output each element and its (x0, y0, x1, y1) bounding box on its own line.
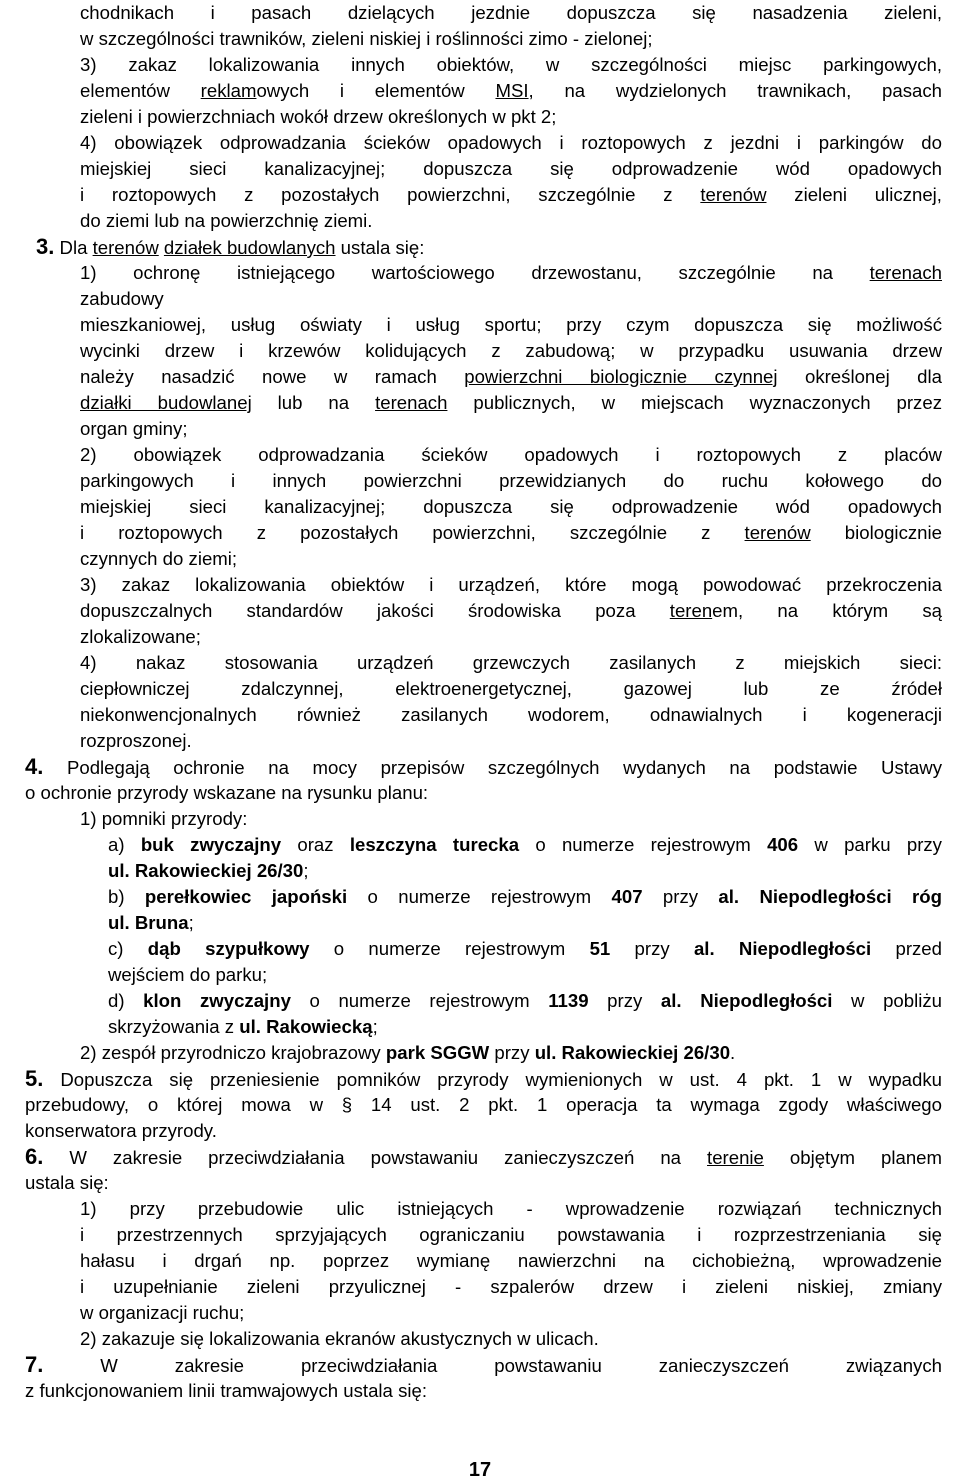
text-segment: 3) zakaz lokalizowania innych obiektów, w szczególności miejsc parkingowych, (80, 54, 942, 75)
text-segment: miejskiej sieci kanalizacyjnej; dopuszcza się odprowadzenie wód opadowych (80, 158, 942, 179)
text-segment: organ gminy; (80, 418, 188, 439)
text-segment: wejściem do parku; (108, 964, 268, 985)
defined-term: MSI (495, 80, 529, 101)
text-segment: o ochronie przyrody wskazane na rysunku planu: (25, 782, 429, 803)
text-segment: biologicznie (810, 522, 942, 543)
text-segment: chodnikach i pasach dzielących jezdnie dopuszcza się nasadzenia zieleni, (80, 2, 942, 23)
text-line (80, 624, 942, 650)
text-line (25, 1170, 942, 1196)
text-segment: ul. Rakowieckiej 26/30 (108, 860, 304, 881)
text-line (108, 962, 942, 988)
text-segment: 2) obowiązek odprowadzania ścieków opadowych i roztopowych z placów (80, 444, 942, 465)
defined-term: działek budowlanych (163, 237, 336, 258)
text-line (80, 156, 942, 182)
text-segment: określonej dla (777, 366, 942, 387)
text-segment: W zakresie przeciwdziałania powstawaniu zanieczyszczeń związanych (43, 1355, 942, 1376)
text-segment: zabudowy (80, 288, 164, 309)
text-line (80, 442, 942, 468)
text-line (25, 1118, 942, 1144)
text-segment: w pobliżu (832, 990, 943, 1011)
text-line (25, 780, 942, 806)
text-segment: przed (871, 938, 942, 959)
text-segment: al. Niepodległości (693, 938, 872, 959)
text-segment: c) (108, 938, 148, 959)
text-segment: 2) zakazuje się lokalizowania ekranów akustycznych w ulicach. (80, 1328, 599, 1349)
defined-term: terenów (744, 522, 811, 543)
text-segment: Dopuszcza się przeniesienie pomników przyrody wymienionych w ust. 4 pkt. 1 w wypadku (43, 1069, 942, 1090)
text-segment: 1139 (548, 990, 589, 1011)
text-segment: al. Niepodległości (660, 990, 833, 1011)
text-segment: b) (108, 886, 145, 907)
text-segment: o numerze rejestrowym (347, 886, 612, 907)
text-line (80, 1274, 942, 1300)
text-segment: w szczególności trawników, zieleni niskiej i roślinności zimo - zielonej; (80, 28, 653, 49)
defined-term: terenach (869, 262, 942, 283)
text-segment: ; (372, 1016, 378, 1037)
defined-term: terenach (375, 392, 448, 413)
text-segment: przy (610, 938, 694, 959)
text-line (80, 572, 942, 598)
text-segment: i roztopowych z pozostałych powierzchni, szczególnie z (80, 184, 701, 205)
text-segment: i uzupełnianie zieleni przyulicznej - szpalerów drzew i zieleni niskiej, zmiany (80, 1276, 942, 1297)
text-segment: rozproszonej. (80, 730, 192, 751)
text-segment: skrzyżowania z (108, 1016, 240, 1037)
text-line (80, 1196, 942, 1222)
text-line (80, 338, 942, 364)
text-segment: wycinki drzew i krzewów kolidujących z zabudową; w przypadku usuwania drzew (80, 340, 942, 361)
text-segment: ul. Rakowieckiej 26/30 (534, 1042, 731, 1063)
text-segment: niekonwencjonalnych również zasilanych wodorem, odnawialnych i kogeneracji (80, 704, 942, 725)
text-segment: klon zwyczajny (143, 990, 291, 1011)
text-segment: 407 (611, 886, 643, 907)
text-segment: należy nasadzić nowe w ramach (80, 366, 465, 387)
text-segment: W zakresie przeciwdziałania powstawaniu zanieczyszczeń na (43, 1147, 708, 1168)
text-line (36, 234, 942, 260)
section-number: 4. (25, 754, 44, 779)
text-segment: objętym planem (763, 1147, 942, 1168)
text-line (80, 1326, 942, 1352)
text-segment: 1) ochronę istniejącego wartościowego drzewostanu, szczególnie na (80, 262, 870, 283)
text-segment: a) (108, 834, 141, 855)
section-number: 3. (36, 234, 55, 259)
text-segment: w parku przy (798, 834, 942, 855)
text-segment: przy (588, 990, 661, 1011)
text-line (80, 650, 942, 676)
text-segment: Podlegają ochronie na mocy przepisów szczególnych wydanych na podstawie Ustawy (43, 757, 942, 778)
text-line (80, 78, 942, 104)
text-segment: 2) zespół przyrodniczo krajobrazowy (80, 1042, 386, 1063)
text-line (108, 832, 942, 858)
text-segment: przy (642, 886, 719, 907)
text-segment: elementów (80, 80, 201, 101)
text-line (25, 1066, 942, 1092)
text-segment: ciepłowniczej zdalczynnej, elektroenergetycznej, gazowej lub ze źródeł (80, 678, 942, 699)
defined-term: działki budowlanej (80, 392, 252, 413)
text-segment: konserwatora przyrody. (25, 1120, 217, 1141)
text-segment: ustala się: (335, 237, 425, 258)
text-segment: , na wydzielonych trawnikach, pasach (528, 80, 942, 101)
text-segment: d) (108, 990, 144, 1011)
text-segment: z funkcjonowaniem linii tramwajowych ustala się: (25, 1380, 427, 1401)
text-line (80, 806, 942, 832)
text-segment: dąb szypułkowy (147, 938, 310, 959)
text-segment: oraz (281, 834, 350, 855)
text-line (80, 1248, 942, 1274)
text-segment: ul. Rakowiecką (239, 1016, 373, 1037)
section-number: 7. (25, 1352, 44, 1377)
text-line (80, 494, 942, 520)
text-segment: i roztopowych z pozostałych powierzchni, szczególnie z (80, 522, 745, 543)
text-line (25, 1092, 942, 1118)
text-segment: 3) zakaz lokalizowania obiektów i urządzeń, które mogą powodować przekroczenia (80, 574, 942, 595)
text-segment: hałasu i drgań np. poprzez wymianę nawierzchni na cichobieżną, wprowadzenie (80, 1250, 942, 1271)
text-line (80, 312, 942, 338)
text-segment: zlokalizowane; (80, 626, 201, 647)
text-line (80, 26, 942, 52)
text-segment: parkingowych i innych powierzchni przewidzianych do ruchu kołowego do (80, 470, 942, 491)
text-line (108, 1014, 942, 1040)
text-line (80, 676, 942, 702)
text-line (108, 988, 942, 1014)
text-segment: 1) pomniki przyrody: (80, 808, 248, 829)
defined-term: terenów (92, 237, 159, 258)
text-line (80, 390, 942, 416)
text-segment: . (730, 1042, 736, 1063)
text-segment: al. Niepodległości róg (718, 886, 943, 907)
text-line (25, 1352, 942, 1378)
text-segment: ul. Bruna (108, 912, 189, 933)
text-segment: 406 (767, 834, 799, 855)
text-segment: park SGGW (385, 1042, 490, 1063)
defined-term: teren (669, 600, 713, 621)
text-segment: przy (489, 1042, 535, 1063)
text-segment: o numerze rejestrowym (519, 834, 768, 855)
text-line (80, 1040, 942, 1066)
text-segment: 4) obowiązek odprowadzania ścieków opadowych i roztopowych z jezdni i parkingów do (80, 132, 942, 153)
text-line (108, 910, 942, 936)
defined-term: powierzchni biologicznie czynnej (464, 366, 778, 387)
text-line (108, 884, 942, 910)
text-line (80, 182, 942, 208)
page-number: 17 (468, 1459, 492, 1481)
text-segment: zieleni i powierzchniach wokół drzew określonych w pkt 2; (80, 106, 557, 127)
text-segment: leszczyna turecka (349, 834, 520, 855)
text-segment: 4) nakaz stosowania urządzeń grzewczych zasilanych z miejskich sieci: (80, 652, 942, 673)
text-line (80, 1222, 942, 1248)
text-segment: publicznych, w miejscach wyznaczonych przez (447, 392, 942, 413)
text-segment: perełkowiec japoński (144, 886, 348, 907)
text-line (80, 286, 942, 312)
text-line (80, 104, 942, 130)
text-line (80, 130, 942, 156)
text-segment: em, na którym są (712, 600, 942, 621)
text-segment: mieszkaniowej, usług oświaty i usług sportu; przy czym dopuszcza się możliwość (80, 314, 942, 335)
text-segment: Dla (54, 237, 93, 258)
text-line (80, 52, 942, 78)
text-line (80, 520, 942, 546)
text-segment: 1) przy przebudowie ulic istniejących - wprowadzenie rozwiązań technicznych (80, 1198, 942, 1219)
text-line (80, 728, 942, 754)
text-segment: czynnych do ziemi; (80, 548, 238, 569)
text-segment: lub na (251, 392, 376, 413)
text-line (80, 416, 942, 442)
text-line (25, 1378, 942, 1404)
text-line (80, 364, 942, 390)
text-segment: w organizacji ruchu; (80, 1302, 245, 1323)
text-line (108, 936, 942, 962)
section-number: 5. (25, 1066, 44, 1091)
text-segment: 51 (589, 938, 611, 959)
text-line (25, 754, 942, 780)
text-segment: o numerze rejestrowym (309, 938, 590, 959)
text-segment: zieleni ulicznej, (766, 184, 942, 205)
text-segment: przebudowy, o której mowa w § 14 ust. 2 pkt. 1 operacja ta wymaga zgody właściwego (25, 1094, 942, 1115)
text-line (80, 598, 942, 624)
text-segment: ustala się: (25, 1172, 109, 1193)
text-segment: dopuszczalnych standardów jakości środowiska poza (80, 600, 670, 621)
defined-term: terenie (707, 1147, 764, 1168)
text-segment: owych i elementów (256, 80, 496, 101)
text-line (108, 858, 942, 884)
text-line (80, 468, 942, 494)
text-segment: o numerze rejestrowym (290, 990, 549, 1011)
defined-term: terenów (700, 184, 767, 205)
text-line (80, 702, 942, 728)
text-line (80, 260, 942, 286)
text-segment: miejskiej sieci kanalizacyjnej; dopuszcza się odprowadzenie wód opadowych (80, 496, 942, 517)
text-segment: ; (188, 912, 194, 933)
text-segment: buk zwyczajny (140, 834, 282, 855)
text-line (80, 546, 942, 572)
text-segment: i przestrzennych sprzyjających ograniczaniu powstawania i rozprzestrzeniania się (80, 1224, 942, 1245)
text-segment: ; (303, 860, 309, 881)
text-line (80, 208, 942, 234)
defined-term: reklam (200, 80, 257, 101)
text-line (80, 0, 942, 26)
text-line (80, 1300, 942, 1326)
text-segment: do ziemi lub na powierzchnię ziemi. (80, 210, 373, 231)
text-line (25, 1144, 942, 1170)
section-number: 6. (25, 1144, 44, 1169)
